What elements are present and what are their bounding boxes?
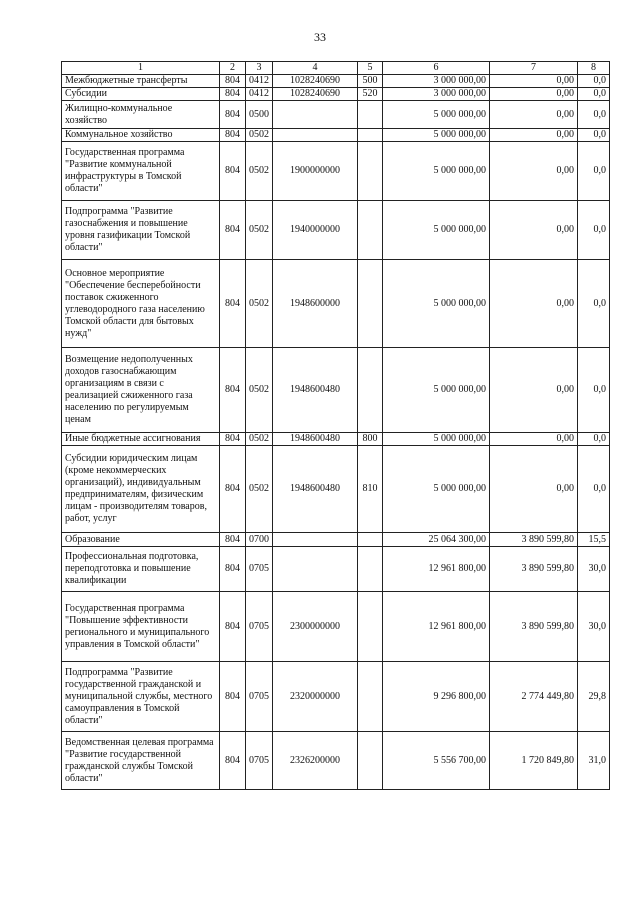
cell-col2: 804 (220, 142, 246, 201)
cell-col7: 0,00 (490, 201, 578, 260)
cell-col4: 1948600000 (273, 260, 358, 348)
cell-col7: 3 890 599,80 (490, 547, 578, 592)
table-row (62, 142, 610, 201)
table-row (62, 592, 610, 662)
column-header-5: 5 (358, 62, 383, 75)
cell-col5 (358, 129, 383, 142)
column-header-2: 2 (220, 62, 246, 75)
cell-col7: 0,00 (490, 75, 578, 88)
cell-col6: 25 064 300,00 (383, 533, 490, 547)
cell-col4: 1948600480 (273, 348, 358, 433)
cell-col8: 0,0 (578, 88, 610, 101)
page-number: 33 (314, 30, 326, 44)
cell-col3: 0502 (246, 201, 273, 260)
cell-col6: 3 000 000,00 (383, 75, 490, 88)
cell-col4 (273, 129, 358, 142)
cell-col2: 804 (220, 662, 246, 732)
table-row (62, 260, 610, 348)
table-row (62, 732, 610, 790)
cell-col5: 800 (358, 433, 383, 446)
row-name: Подпрограмма "Развитие газоснабжения и повышение уровня газификации Томской области" (62, 201, 220, 260)
cell-col7: 0,00 (490, 348, 578, 433)
row-name: Образование (62, 533, 220, 547)
table-row (62, 129, 610, 142)
cell-col7: 0,00 (490, 88, 578, 101)
cell-col4: 1940000000 (273, 201, 358, 260)
cell-col6: 12 961 800,00 (383, 592, 490, 662)
table-header-row (62, 62, 610, 75)
cell-col8: 15,5 (578, 533, 610, 547)
cell-col4: 1900000000 (273, 142, 358, 201)
cell-col3: 0705 (246, 662, 273, 732)
table-row (62, 201, 610, 260)
cell-col6: 5 000 000,00 (383, 348, 490, 433)
column-header-3: 3 (246, 62, 273, 75)
cell-col3: 0502 (246, 129, 273, 142)
cell-col5 (358, 732, 383, 790)
cell-col8: 30,0 (578, 592, 610, 662)
cell-col2: 804 (220, 88, 246, 101)
cell-col8: 0,0 (578, 348, 610, 433)
cell-col3: 0500 (246, 101, 273, 129)
cell-col5 (358, 592, 383, 662)
cell-col6: 5 000 000,00 (383, 433, 490, 446)
cell-col8: 0,0 (578, 433, 610, 446)
cell-col5 (358, 533, 383, 547)
cell-col3: 0705 (246, 547, 273, 592)
cell-col4: 2320000000 (273, 662, 358, 732)
cell-col6: 9 296 800,00 (383, 662, 490, 732)
cell-col2: 804 (220, 260, 246, 348)
cell-col7: 3 890 599,80 (490, 592, 578, 662)
cell-col4 (273, 533, 358, 547)
cell-col5 (358, 547, 383, 592)
cell-col3: 0705 (246, 592, 273, 662)
column-header-6: 6 (383, 62, 490, 75)
cell-col4 (273, 101, 358, 129)
cell-col4: 2300000000 (273, 592, 358, 662)
cell-col5: 810 (358, 446, 383, 533)
cell-col6: 5 000 000,00 (383, 260, 490, 348)
cell-col5 (358, 662, 383, 732)
cell-col5 (358, 348, 383, 433)
row-name: Государственная программа "Развитие коммунальной инфраструктуры в Томской области" (62, 142, 220, 201)
cell-col5 (358, 142, 383, 201)
cell-col8: 29,8 (578, 662, 610, 732)
cell-col7: 1 720 849,80 (490, 732, 578, 790)
cell-col3: 0502 (246, 446, 273, 533)
cell-col2: 804 (220, 129, 246, 142)
cell-col2: 804 (220, 201, 246, 260)
row-name: Ведомственная целевая программа "Развитие государственной гражданской службы Томской области" (62, 732, 220, 790)
row-name: Субсидии юридическим лицам (кроме некоммерческих организаций), индивидуальным предпринимателям, физическим лицам - производителям товаров, работ, услуг (62, 446, 220, 533)
cell-col6: 5 000 000,00 (383, 446, 490, 533)
cell-col8: 0,0 (578, 75, 610, 88)
row-name: Жилищно-коммунальное хозяйство (62, 101, 220, 129)
row-name: Основное мероприятие "Обеспечение бесперебойности поставок сжиженного углеводородного газа населению Томской области для бытовых нужд" (62, 260, 220, 348)
column-header-8: 8 (578, 62, 610, 75)
table-row (62, 75, 610, 88)
cell-col6: 5 000 000,00 (383, 101, 490, 129)
cell-col8: 31,0 (578, 732, 610, 790)
column-header-7: 7 (490, 62, 578, 75)
row-name: Подпрограмма "Развитие государственной гражданской и муниципальной службы, местного самоуправления в Томской области" (62, 662, 220, 732)
cell-col3: 0705 (246, 732, 273, 790)
table-row (62, 101, 610, 129)
column-header-4: 4 (273, 62, 358, 75)
cell-col4: 1948600480 (273, 433, 358, 446)
cell-col7: 0,00 (490, 142, 578, 201)
cell-col7: 0,00 (490, 446, 578, 533)
cell-col2: 804 (220, 533, 246, 547)
table-row (62, 446, 610, 533)
cell-col4: 1028240690 (273, 88, 358, 101)
row-name: Субсидии (62, 88, 220, 101)
row-name: Межбюджетные трансферты (62, 75, 220, 88)
cell-col8: 0,0 (578, 129, 610, 142)
cell-col3: 0700 (246, 533, 273, 547)
cell-col8: 0,0 (578, 142, 610, 201)
table-row (62, 662, 610, 732)
cell-col3: 0502 (246, 142, 273, 201)
cell-col2: 804 (220, 75, 246, 88)
cell-col8: 0,0 (578, 446, 610, 533)
cell-col5 (358, 260, 383, 348)
cell-col3: 0412 (246, 88, 273, 101)
cell-col5: 520 (358, 88, 383, 101)
cell-col7: 3 890 599,80 (490, 533, 578, 547)
cell-col2: 804 (220, 732, 246, 790)
cell-col5: 500 (358, 75, 383, 88)
cell-col2: 804 (220, 592, 246, 662)
cell-col8: 0,0 (578, 260, 610, 348)
row-name: Государственная программа "Повышение эффективности регионального и муниципального управления в Томской области" (62, 592, 220, 662)
table-row (62, 533, 610, 547)
cell-col2: 804 (220, 101, 246, 129)
cell-col7: 2 774 449,80 (490, 662, 578, 732)
row-name: Коммунальное хозяйство (62, 129, 220, 142)
cell-col4: 1948600480 (273, 446, 358, 533)
cell-col4: 1028240690 (273, 75, 358, 88)
row-name: Профессиональная подготовка, переподготовка и повышение квалификации (62, 547, 220, 592)
cell-col8: 0,0 (578, 201, 610, 260)
cell-col3: 0502 (246, 348, 273, 433)
column-header-1: 1 (62, 62, 220, 75)
cell-col5 (358, 201, 383, 260)
cell-col5 (358, 101, 383, 129)
cell-col6: 5 000 000,00 (383, 142, 490, 201)
cell-col3: 0502 (246, 260, 273, 348)
cell-col8: 30,0 (578, 547, 610, 592)
cell-col7: 0,00 (490, 101, 578, 129)
cell-col6: 5 000 000,00 (383, 201, 490, 260)
cell-col2: 804 (220, 348, 246, 433)
cell-col7: 0,00 (490, 433, 578, 446)
cell-col6: 3 000 000,00 (383, 88, 490, 101)
cell-col6: 12 961 800,00 (383, 547, 490, 592)
cell-col3: 0502 (246, 433, 273, 446)
row-name: Возмещение недополученных доходов газоснабжающим организациям в связи с реализацией сжиженного газа населению по регулируемым ценам (62, 348, 220, 433)
cell-col6: 5 556 700,00 (383, 732, 490, 790)
row-name: Иные бюджетные ассигнования (62, 433, 220, 446)
cell-col2: 804 (220, 446, 246, 533)
table-row (62, 88, 610, 101)
cell-col7: 0,00 (490, 129, 578, 142)
cell-col2: 804 (220, 547, 246, 592)
cell-col8: 0,0 (578, 101, 610, 129)
cell-col4: 2326200000 (273, 732, 358, 790)
cell-col6: 5 000 000,00 (383, 129, 490, 142)
cell-col7: 0,00 (490, 260, 578, 348)
cell-col3: 0412 (246, 75, 273, 88)
table-row (62, 348, 610, 433)
cell-col2: 804 (220, 433, 246, 446)
table-row (62, 433, 610, 446)
cell-col4 (273, 547, 358, 592)
budget-table (61, 61, 610, 790)
table-row (62, 547, 610, 592)
